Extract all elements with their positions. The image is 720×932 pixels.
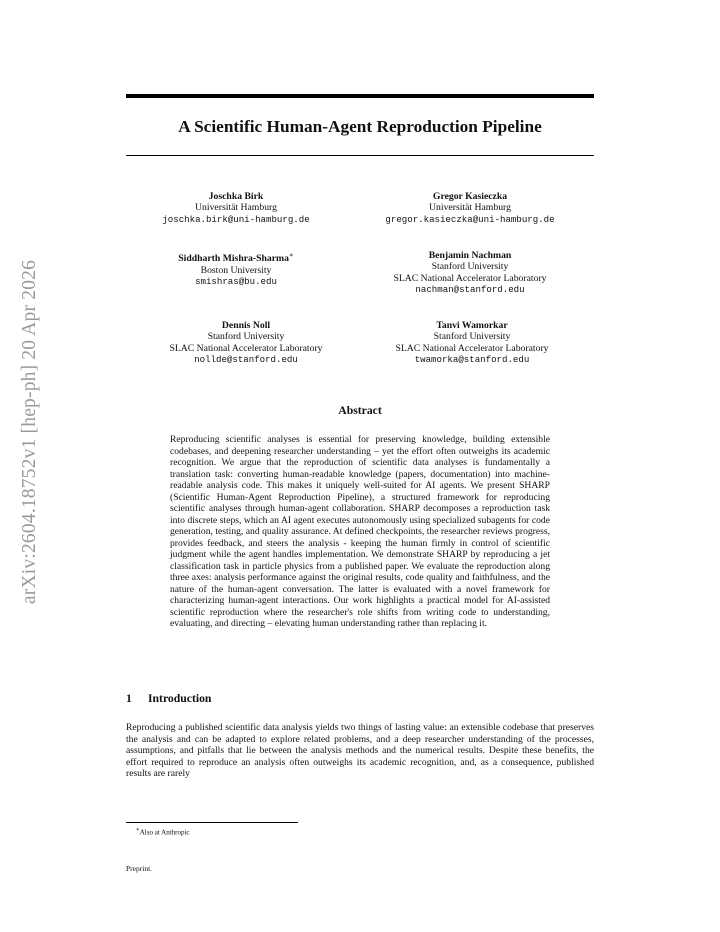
author-name: Gregor Kasieczka bbox=[432, 191, 508, 202]
author-block bbox=[352, 250, 588, 296]
section-number: 1 bbox=[126, 692, 132, 705]
author-email[interactable]: gregor.kasieczka@uni-hamburg.de bbox=[385, 213, 555, 225]
arxiv-stamp bbox=[0, 0, 60, 932]
paper-title: A Scientific Human-Agent Reproduction Pipeline bbox=[178, 117, 542, 136]
arxiv-stamp-text: arXiv:2604.18752v1 [hep-ph] 20 Apr 2026 bbox=[19, 259, 40, 605]
author-block bbox=[352, 191, 588, 225]
author-affiliation: Stanford University bbox=[431, 261, 509, 273]
author-email[interactable]: smishras@bu.edu bbox=[195, 276, 277, 288]
section-heading bbox=[126, 692, 211, 705]
footnote-mark: ∗ bbox=[136, 827, 140, 833]
abstract-text: Reproducing scientific analyses is essential for preserving knowledge, building extensible codebases, and deepening researcher understanding – yet the effort often outweighs its academic recognition. We argue that the reproduction of scientific data analyses is fundamentally a translation task: converting human-readable knowledge (papers, documentation) into machine-readable analysis code. This makes it uniquely well-suited for AI agents. We present SHARP (Scientific Human-Agent Reproduction Pipeline), a structured framework for reproducing scientific analyses through human-agent collaboration. SHARP decomposes a reproduction task into discrete steps, which an AI agent executes autonomously using specialized subagents for code generation, testing, and quality assurance. At defined checkpoints, the researcher reviews progress, provides feedback, and steers the analysis - keeping the human firmly in control of scientific judgment while the agent handles implementation. We demonstrate SHARP by reproducing a jet classification task in particle physics from a published paper. We evaluate the reproduction along three axes: analysis performance against the original results, code quality and faithfulness, and the nature of the human-agent conversation. The latter is evaluated with a novel framework for characterizing human-agent interactions. Our work highlights a practical model for AI-assisted scientific reproduction where the researcher's role shifts from writing code to understanding, evaluating, and directing – elevating human understanding rather than replacing it. bbox=[170, 434, 550, 629]
author-name: Siddharth Mishra-Sharma bbox=[178, 253, 289, 265]
title-rule-top bbox=[126, 94, 594, 98]
author-block bbox=[136, 191, 336, 225]
author-affiliation: Universität Hamburg bbox=[429, 202, 511, 214]
author-affiliation: SLAC National Accelerator Laboratory bbox=[169, 342, 323, 354]
author-affiliation: Universität Hamburg bbox=[195, 202, 277, 214]
author-name: Benjamin Nachman bbox=[428, 250, 512, 261]
author-name: Joschka Birk bbox=[208, 191, 264, 202]
author-email[interactable]: twamorka@stanford.edu bbox=[414, 354, 530, 366]
author-affiliation: Stanford University bbox=[207, 331, 285, 343]
author-affiliation: Boston University bbox=[200, 264, 272, 276]
author-block bbox=[136, 250, 336, 287]
preprint-label: Preprint. bbox=[126, 864, 153, 873]
title-rule-bottom bbox=[126, 155, 594, 156]
author-affiliation: SLAC National Accelerator Laboratory bbox=[393, 272, 547, 284]
footnote-text: Also at Anthropic bbox=[139, 828, 190, 837]
author-footnote-mark: ∗ bbox=[288, 251, 294, 259]
section-title: Introduction bbox=[148, 692, 212, 705]
author-email[interactable]: nachman@stanford.edu bbox=[415, 284, 525, 296]
author-block bbox=[362, 320, 582, 366]
abstract-heading: Abstract bbox=[338, 404, 382, 417]
introduction-text: Reproducing a published scientific data analysis yields two things of lasting value: an extensible codebase that preserves the analysis and can be adapted to explore related problems, and a deep researcher understanding of the processes, assumptions, and pitfalls that lie between the analysis methods and the numerical results. Despite these benefits, the effort required to reproduce an analysis often outweighs its academic recognition, and, as a consequence, published results are rarely bbox=[126, 722, 594, 780]
footnote bbox=[136, 827, 190, 836]
author-email[interactable]: nollde@stanford.edu bbox=[194, 354, 298, 366]
author-affiliation: SLAC National Accelerator Laboratory bbox=[395, 342, 549, 354]
footnote-rule bbox=[126, 822, 298, 823]
author-name: Dennis Noll bbox=[221, 320, 271, 331]
author-block bbox=[146, 320, 346, 366]
author-name: Tanvi Wamorkar bbox=[436, 320, 508, 331]
author-affiliation: Stanford University bbox=[433, 331, 511, 343]
author-email[interactable]: joschka.birk@uni-hamburg.de bbox=[162, 213, 310, 225]
